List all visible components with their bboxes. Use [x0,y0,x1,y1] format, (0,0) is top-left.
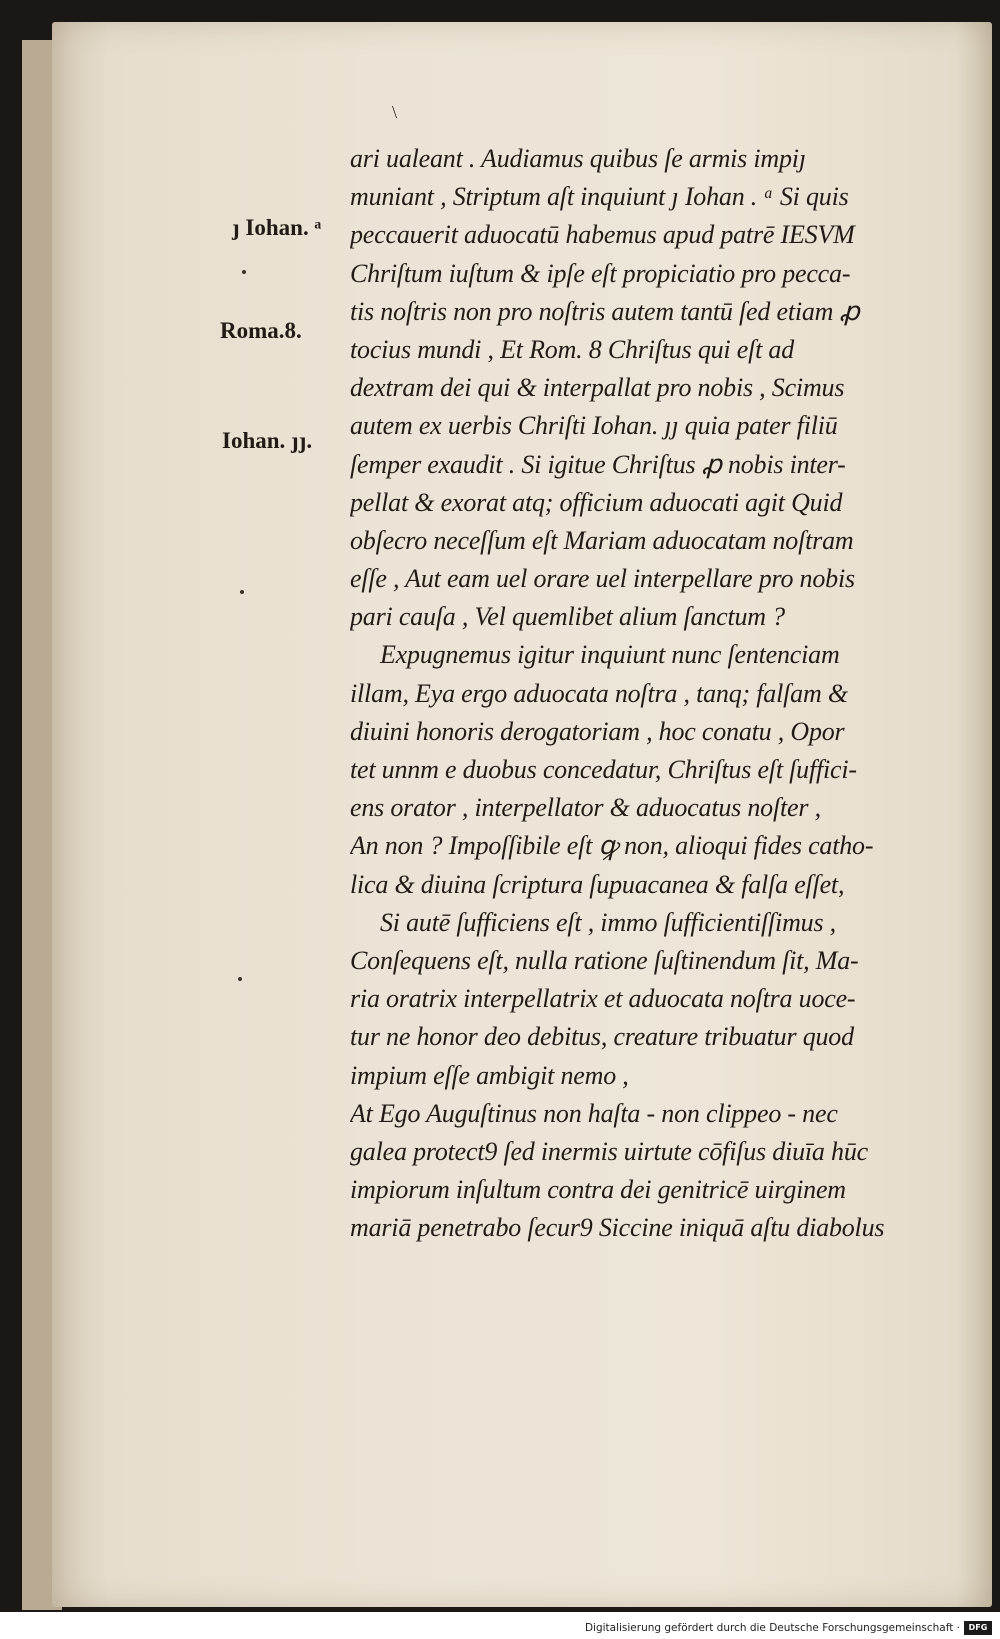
ink-speck [240,590,244,594]
text-line: eſſe , Aut eam uel orare uel interpellare pro nobis [350,564,855,594]
text-line: peccauerit aduocatū habemus apud patrē IESVM [350,220,855,250]
text-line: Expugnemus igitur inquiunt nunc ſentenciam [380,640,840,670]
text-line: pari cauſa , Vel quemlibet alium ſanctum ? [350,602,785,632]
text-line: galea protect9 ſed inermis uirtute cōfiſus diuīa hūc [350,1136,868,1166]
text-line: impiorum inſultum contra dei genitricē uirginem [350,1175,846,1205]
text-line: dextram dei qui & interpallat pro nobis , Scimus [350,373,845,403]
text-line: diuini honoris derogatoriam , hoc conatu , Opor [350,716,845,746]
text-line: At Ego Auguſtinus non haſta - non clippeo - nec [350,1098,838,1128]
text-line: ſemper exaudit . Si igitue Chriſtus ꝓ nobis inter- [350,449,846,479]
text-line: tet unnm e duobus concedatur, Chriſtus eſt ſuffici- [350,755,857,784]
text-line: lica & diuina ſcriptura ſupuacanea & falſa eſſet, [350,869,845,899]
dfg-logo: DFG [964,1621,992,1635]
margin-note-iohan-11: Iohan. ȷȷ. [222,428,313,453]
text-line: Si autē ſufficiens eſt , immo ſufficientiſſimus , [380,907,836,937]
text-line: tocius mundi , Et Rom. 8 Chriſtus qui eſt ad [350,334,795,364]
text-line: illam, Eya ergo aduocata noſtra , tanq; falſam & [350,678,848,708]
text-line: tis noſtris non pro noſtris autem tantū ſed etiam ꝓ [350,296,860,326]
text-line: mariā penetrabo ſecur9 Siccine iniquā aſtu diabolus [350,1213,885,1243]
text-line: autem ex uerbis Chriſti Iohan. ȷȷ quia pater filiū [350,411,838,441]
footer-credit: Digitalisierung gefördert durch die Deutsche Forschungsgemeinschaft · [584,1622,960,1634]
page-body-text [350,140,970,1247]
ink-speck [238,977,242,981]
text-line: tur ne honor deo debitus, creature tribuatur quod [350,1022,854,1052]
text-line: muniant , Striptum aſt inquiunt ȷ Iohan . ᵃ Si quis [350,182,849,212]
text-line: impium eſſe ambigit nemo , [350,1060,629,1090]
ink-speck [242,270,246,274]
text-line: Chriſtum iuſtum & ipſe eſt propiciatio pro pecca- [350,258,851,288]
text-line: pellat & exorat atq; officium aduocati agit Quid [350,487,843,517]
text-line: ens orator , interpellator & aduocatus noſter , [350,793,821,823]
text-line: ria oratrix interpellatrix et aduocata noſtra uoce- [350,984,856,1014]
margin-note-iohan-1: ȷ Iohan. ᵃ [232,215,322,240]
text-line: Conſequens eſt, nulla ratione ſuſtinendum ſit, Ma- [350,945,859,975]
text-line: obſecro neceſſum eſt Mariam aduocatam noſtram [350,525,854,555]
margin-note-roma: Roma.8. [220,318,302,343]
page-mark: \ [392,102,398,122]
text-line: ari ualeant . Audiamus quibus ſe armis impiȷ [350,144,806,173]
text-line: An non ? Impoſſibile eſt ꝙ non, alioqui fides catho- [350,831,874,861]
